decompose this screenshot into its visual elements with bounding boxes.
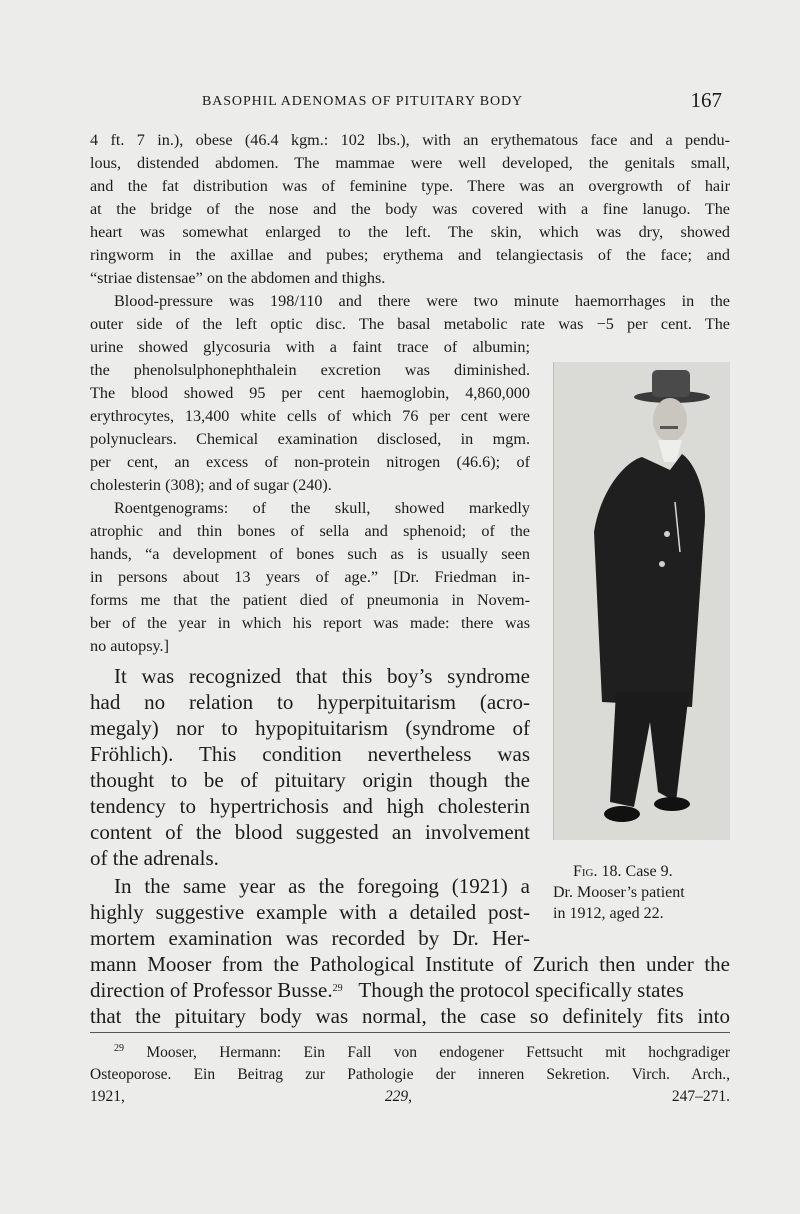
figure-caption-line: Dr. Mooser’s patient <box>553 884 685 901</box>
text-line: cholesterin (308); and of sugar (240). <box>90 476 332 494</box>
footnote-line <box>90 1042 730 1064</box>
text-line: megaly) nor to hypopituitarism (syndrome of <box>90 716 530 740</box>
text-line: no autopsy.] <box>90 637 169 655</box>
footnote-text: Mooser, Hermann: Ein Fall von endogener Fettsucht mit hochgradiger <box>146 1044 731 1061</box>
text-line: content of the blood suggested an involvement <box>90 820 530 844</box>
text-line: in persons about 13 years of age.” [Dr. Friedman in- <box>90 568 530 586</box>
standing-man-photo-icon <box>554 362 730 840</box>
text-line: The blood showed 95 per cent haemoglobin, 4,860,000 <box>90 384 530 402</box>
text-line: 4 ft. 7 in.), obese (46.4 kgm.: 102 lbs.), with an erythematous face and a pendu- <box>90 131 730 149</box>
text-line: at the bridge of the nose and the body was covered with a fine lanugo. The <box>90 200 730 218</box>
text-line: outer side of the left optic disc. The basal metabolic rate was −5 per cent. The <box>90 315 730 333</box>
footnote-ref[interactable]: 29 <box>332 983 343 994</box>
text-line: polynuclears. Chemical examination disclosed, in mgm. <box>90 430 530 448</box>
text-fragment: direction of Professor Busse. <box>90 978 333 1002</box>
text-line: Fröhlich). This condition nevertheless was <box>90 742 530 766</box>
text-line: ringworm in the axillae and pubes; erythema and telangiectasis of the face; and <box>90 246 730 264</box>
text-line: highly suggestive example with a detailed post- <box>90 900 530 924</box>
figure-photograph <box>553 362 730 840</box>
text-line: forms me that the patient died of pneumonia in Novem- <box>90 591 530 609</box>
text-line: mann Mooser from the Pathological Institute of Zurich then under the <box>90 952 730 976</box>
text-line: It was recognized that this boy’s syndrome <box>114 664 530 688</box>
figure-caption-line <box>573 861 673 882</box>
text-line: that the pituitary body was normal, the case so definitely fits into <box>90 1004 730 1028</box>
page-number: 167 <box>690 88 722 112</box>
text-line: and the fat distribution was of feminine type. There was an overgrowth of hair <box>90 177 730 195</box>
text-line <box>90 977 730 1003</box>
text-line: Roentgenograms: of the skull, showed markedly <box>114 499 530 517</box>
text-line: lous, distended abdomen. The mammae were well developed, the genitals small, <box>90 154 730 172</box>
footnote-volume: 229 <box>384 1088 409 1105</box>
figure-caption-text: 18. Case 9. <box>601 863 673 880</box>
figure-caption-line: in 1912, aged 22. <box>553 905 664 922</box>
text-line: “striae distensae” on the abdomen and thighs. <box>90 269 386 287</box>
text-line: of the adrenals. <box>90 846 219 870</box>
text-fragment: Though the protocol specifically states <box>358 978 684 1002</box>
text-line: ber of the year in which his report was made: there was <box>90 614 530 632</box>
footnote-number: 29 <box>114 1043 124 1054</box>
text-line: mortem examination was recorded by Dr. Her- <box>90 926 530 950</box>
figure-label: Fig. <box>573 863 598 880</box>
text-line: had no relation to hyperpituitarism (acro- <box>90 690 530 714</box>
text-line: atrophic and thin bones of sella and sphenoid; of the <box>90 522 530 540</box>
text-line: thought to be of pituitary origin though the <box>90 768 530 792</box>
text-line: Blood-pressure was 198/110 and there were two minute haemorrhages in the <box>114 292 730 310</box>
running-title: BASOPHIL ADENOMAS OF PITUITARY BODY <box>202 94 524 109</box>
running-head <box>90 90 730 114</box>
text-line: urine showed glycosuria with a faint trace of albumin; <box>90 338 530 356</box>
text-line: the phenolsulphonephthalein excretion was diminished. <box>90 361 530 379</box>
text-line: In the same year as the foregoing (1921) a <box>114 874 530 898</box>
footnote-line <box>90 1086 730 1108</box>
footnote-line: Osteoporose. Ein Beitrag zur Pathologie der inneren Sekretion. Virch. Arch., <box>90 1066 730 1083</box>
footnote-text: , 247–271. <box>408 1088 730 1105</box>
footnote-text: 1921, <box>90 1088 385 1105</box>
text-line: erythrocytes, 13,400 white cells of which 76 per cent were <box>90 407 530 425</box>
text-line: per cent, an excess of non-protein nitrogen (46.6); of <box>90 453 530 471</box>
footnote-divider <box>90 1032 730 1033</box>
text-line: hands, “a development of bones such as is usually seen <box>90 545 530 563</box>
text-line: heart was somewhat enlarged to the left. The skin, which was dry, showed <box>90 223 730 241</box>
text-line: tendency to hypertrichosis and high cholesterin <box>90 794 530 818</box>
